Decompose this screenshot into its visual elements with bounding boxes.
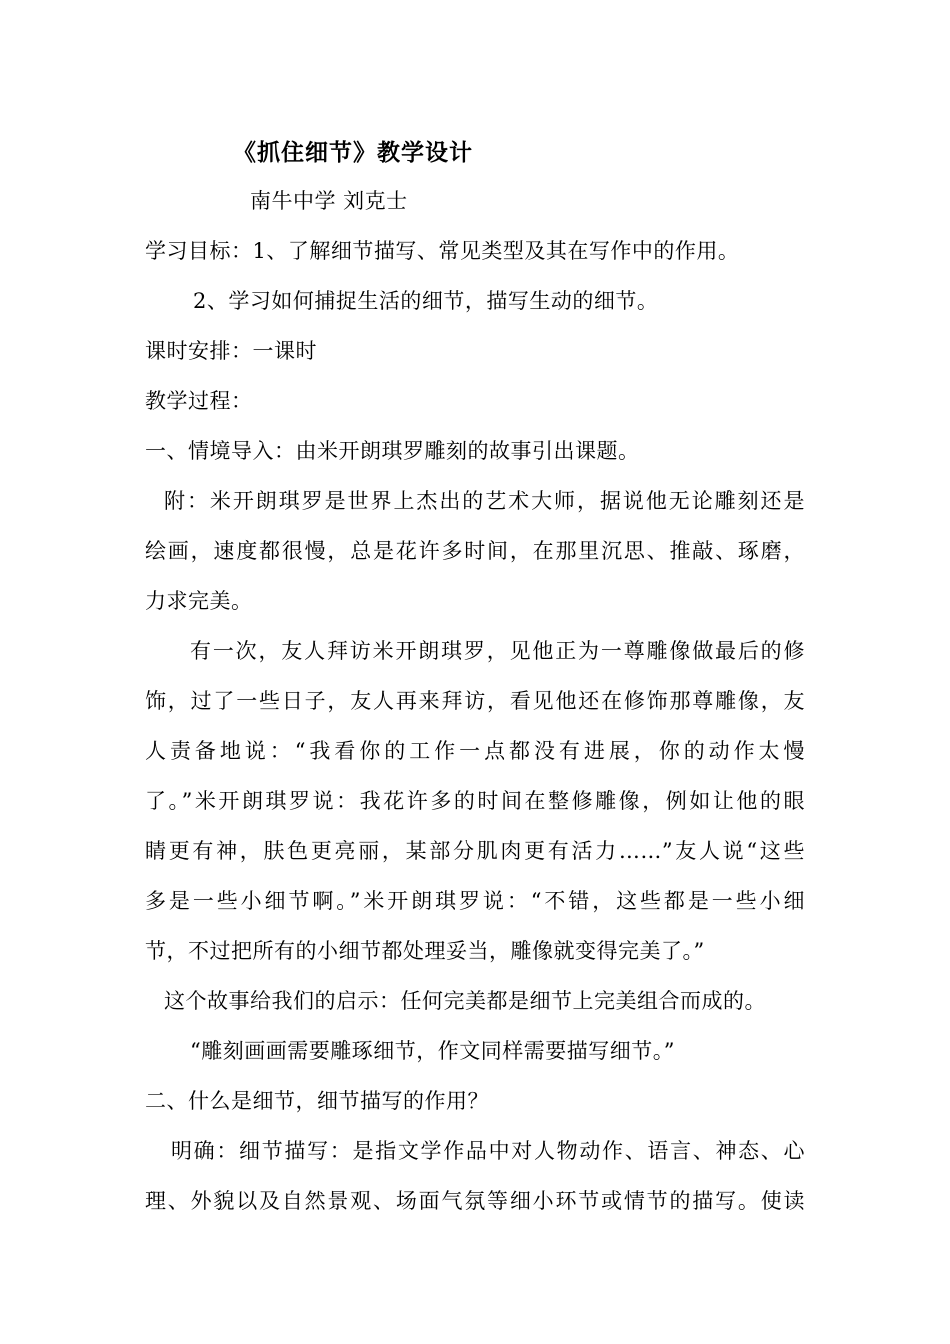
paragraph-line: 人责备地说：“我看你的工作一点都没有进展，你的动作太慢 bbox=[145, 739, 805, 763]
document-title: 《抓住细节》教学设计 bbox=[233, 139, 473, 166]
paragraph-line: 睛更有神，肤色更亮丽，某部分肌肉更有活力……”友人说“这些 bbox=[145, 839, 805, 863]
teaching-process-heading: 教学过程： bbox=[145, 389, 253, 413]
paragraph-line: 理、外貌以及自然景观、场面气氛等细小环节或情节的描写。使读 bbox=[145, 1189, 805, 1213]
paragraph-line: 饰，过了一些日子，友人再来拜访，看见他还在修饰那尊雕像，友 bbox=[145, 689, 805, 713]
paragraph-line: 附：米开朗琪罗是世界上杰出的艺术大师，据说他无论雕刻还是 bbox=[164, 489, 805, 513]
paragraph-line: 多是一些小细节啊。”米开朗琪罗说：“不错，这些都是一些小细 bbox=[145, 889, 805, 913]
story-insight: 这个故事给我们的启示：任何完美都是细节上完美组合而成的。 bbox=[164, 989, 766, 1013]
section-1-heading: 一、情境导入：由米开朗琪罗雕刻的故事引出课题。 bbox=[145, 439, 640, 463]
paragraph-line: 绘画，速度都很慢，总是花许多时间，在那里沉思、推敲、琢磨， bbox=[145, 539, 805, 563]
document-author: 南牛中学 刘克士 bbox=[250, 189, 408, 213]
paragraph-line: 有一次，友人拜访米开朗琪罗，见他正为一尊雕像做最后的修 bbox=[190, 639, 805, 663]
learning-objective-2: 2、学习如何捕捉生活的细节，描写生动的细节。 bbox=[193, 289, 659, 313]
paragraph-line: 力求完美。 bbox=[145, 589, 253, 613]
learning-objective-1: 学习目标：1、了解细节描写、常见类型及其在写作中的作用。 bbox=[145, 239, 740, 263]
class-schedule: 课时安排：一课时 bbox=[145, 339, 317, 363]
quote-line: “雕刻画画需要雕琢细节，作文同样需要描写细节。” bbox=[190, 1039, 675, 1063]
paragraph-line: 明确：细节描写：是指文学作品中对人物动作、语言、神态、心 bbox=[171, 1139, 805, 1163]
section-2-heading: 二、什么是细节，细节描写的作用？ bbox=[145, 1089, 489, 1113]
paragraph-line: 节，不过把所有的小细节都处理妥当，雕像就变得完美了。” bbox=[145, 939, 705, 963]
paragraph-line: 了。”米开朗琪罗说：我花许多的时间在整修雕像，例如让他的眼 bbox=[145, 789, 805, 813]
